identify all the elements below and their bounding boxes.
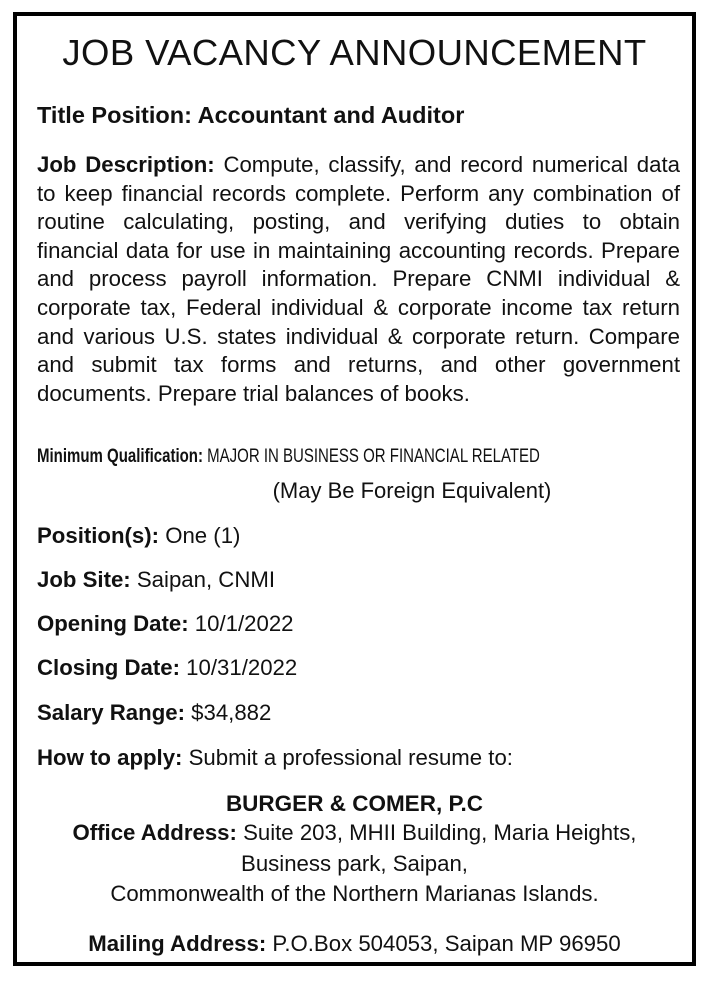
salary-range-value: $34,882 [191,700,272,725]
job-site-value: Saipan, CNMI [136,567,275,592]
title-position [37,102,464,129]
positions-field [37,523,240,549]
office-address-line-1 [17,818,692,849]
salary-range-field [37,700,271,726]
announcement-frame [13,12,696,966]
how-to-apply-field [37,745,513,771]
how-to-apply-value: Submit a professional resume to: [188,745,513,770]
title-position-value: Accountant and Auditor [197,102,465,128]
office-address-label: Office Address: [72,820,237,845]
job-site-label: Job Site: [37,567,131,592]
minimum-qualification-value: MAJOR IN BUSINESS OR FINANCIAL RELATED [207,446,540,467]
minimum-qualification [37,446,540,468]
office-address-line-2: Business park, Saipan, [241,850,468,876]
closing-date-value: 10/31/2022 [186,655,298,680]
positions-label: Position(s): [37,523,160,548]
positions-value: One (1) [165,523,241,548]
office-address-line-3: Commonwealth of the Northern Marianas Islands. [110,881,599,906]
salary-range-label: Salary Range: [37,700,185,725]
job-description-label: Job Description: [37,152,215,177]
mailing-address-value: P.O.Box 504053, Saipan MP 96950 [272,931,621,956]
how-to-apply-label: How to apply: [37,745,183,770]
job-site-field [37,567,275,593]
job-description-text: Compute, classify, and record numerical data to keep financial records complete. Perform any combination of routine calculating, posting, and verifying duties to obtain financial data for use in maintaining accounting records. Prepare and process payroll information. Prepare CNMI individual & corporate tax, Federal individual & corporate income tax return and various U.S. states individual & corporate return. Compare and submit tax forms and returns, and other government documents. Prepare trial balances of books. [37,152,680,406]
title-position-label: Title Position: [37,102,192,128]
mailing-address-label: Mailing Address: [88,931,267,956]
office-address-line1-text: Suite 203, MHII Building, Maria Heights, [243,820,637,845]
foreign-equivalent-note: (May Be Foreign Equivalent) [272,478,552,503]
closing-date-field [37,655,297,681]
minimum-qualification-label: Minimum Qualification: [37,446,203,467]
job-description [37,151,680,408]
mailing-address [17,931,692,957]
closing-date-label: Closing Date: [37,655,180,680]
opening-date-label: Opening Date: [37,611,189,636]
office-address [17,818,692,910]
opening-date-value: 10/1/2022 [194,611,294,636]
employer-name: BURGER & COMER, P.C [225,791,484,816]
opening-date-field [37,611,294,637]
page-title: JOB VACANCY ANNOUNCEMENT [62,32,647,73]
